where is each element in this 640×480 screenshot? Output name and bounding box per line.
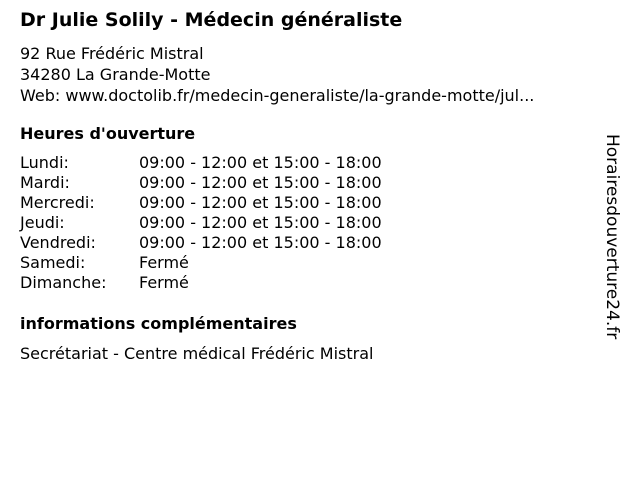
address-street: 92 Rue Frédéric Mistral xyxy=(20,44,204,63)
hours-heading: Heures d'ouverture xyxy=(20,124,196,143)
time-value: 09:00 - 12:00 et 15:00 - 18:00 xyxy=(139,233,382,252)
website-link[interactable]: Web: www.doctolib.fr/medecin-generaliste/la-grande-motte/jul... xyxy=(20,86,535,105)
hours-row-wednesday xyxy=(20,193,440,213)
hours-row-thursday xyxy=(20,213,440,233)
time-value: Fermé xyxy=(139,273,189,292)
day-label: Jeudi: xyxy=(20,213,65,232)
day-label: Vendredi: xyxy=(20,233,96,252)
hours-row-monday xyxy=(20,153,440,173)
time-value: Fermé xyxy=(139,253,189,272)
day-label: Samedi: xyxy=(20,253,86,272)
hours-row-friday xyxy=(20,233,440,253)
hours-row-saturday xyxy=(20,253,440,273)
info-heading: informations complémentaires xyxy=(20,314,297,333)
address-city: 34280 La Grande-Motte xyxy=(20,65,211,84)
hours-row-sunday xyxy=(20,273,440,293)
hours-table xyxy=(20,153,440,293)
hours-row-tuesday xyxy=(20,173,440,193)
time-value: 09:00 - 12:00 et 15:00 - 18:00 xyxy=(139,193,382,212)
address-block xyxy=(20,43,534,106)
day-label: Lundi: xyxy=(20,153,69,172)
day-label: Dimanche: xyxy=(20,273,107,292)
site-watermark: Horairesdouverture24.fr xyxy=(602,134,622,340)
page-title: Dr Julie Solily - Médecin généraliste xyxy=(20,9,403,31)
info-text: Secrétariat - Centre médical Frédéric Mistral xyxy=(20,344,374,363)
time-value: 09:00 - 12:00 et 15:00 - 18:00 xyxy=(139,213,382,232)
day-label: Mercredi: xyxy=(20,193,95,212)
time-value: 09:00 - 12:00 et 15:00 - 18:00 xyxy=(139,153,382,172)
day-label: Mardi: xyxy=(20,173,70,192)
time-value: 09:00 - 12:00 et 15:00 - 18:00 xyxy=(139,173,382,192)
